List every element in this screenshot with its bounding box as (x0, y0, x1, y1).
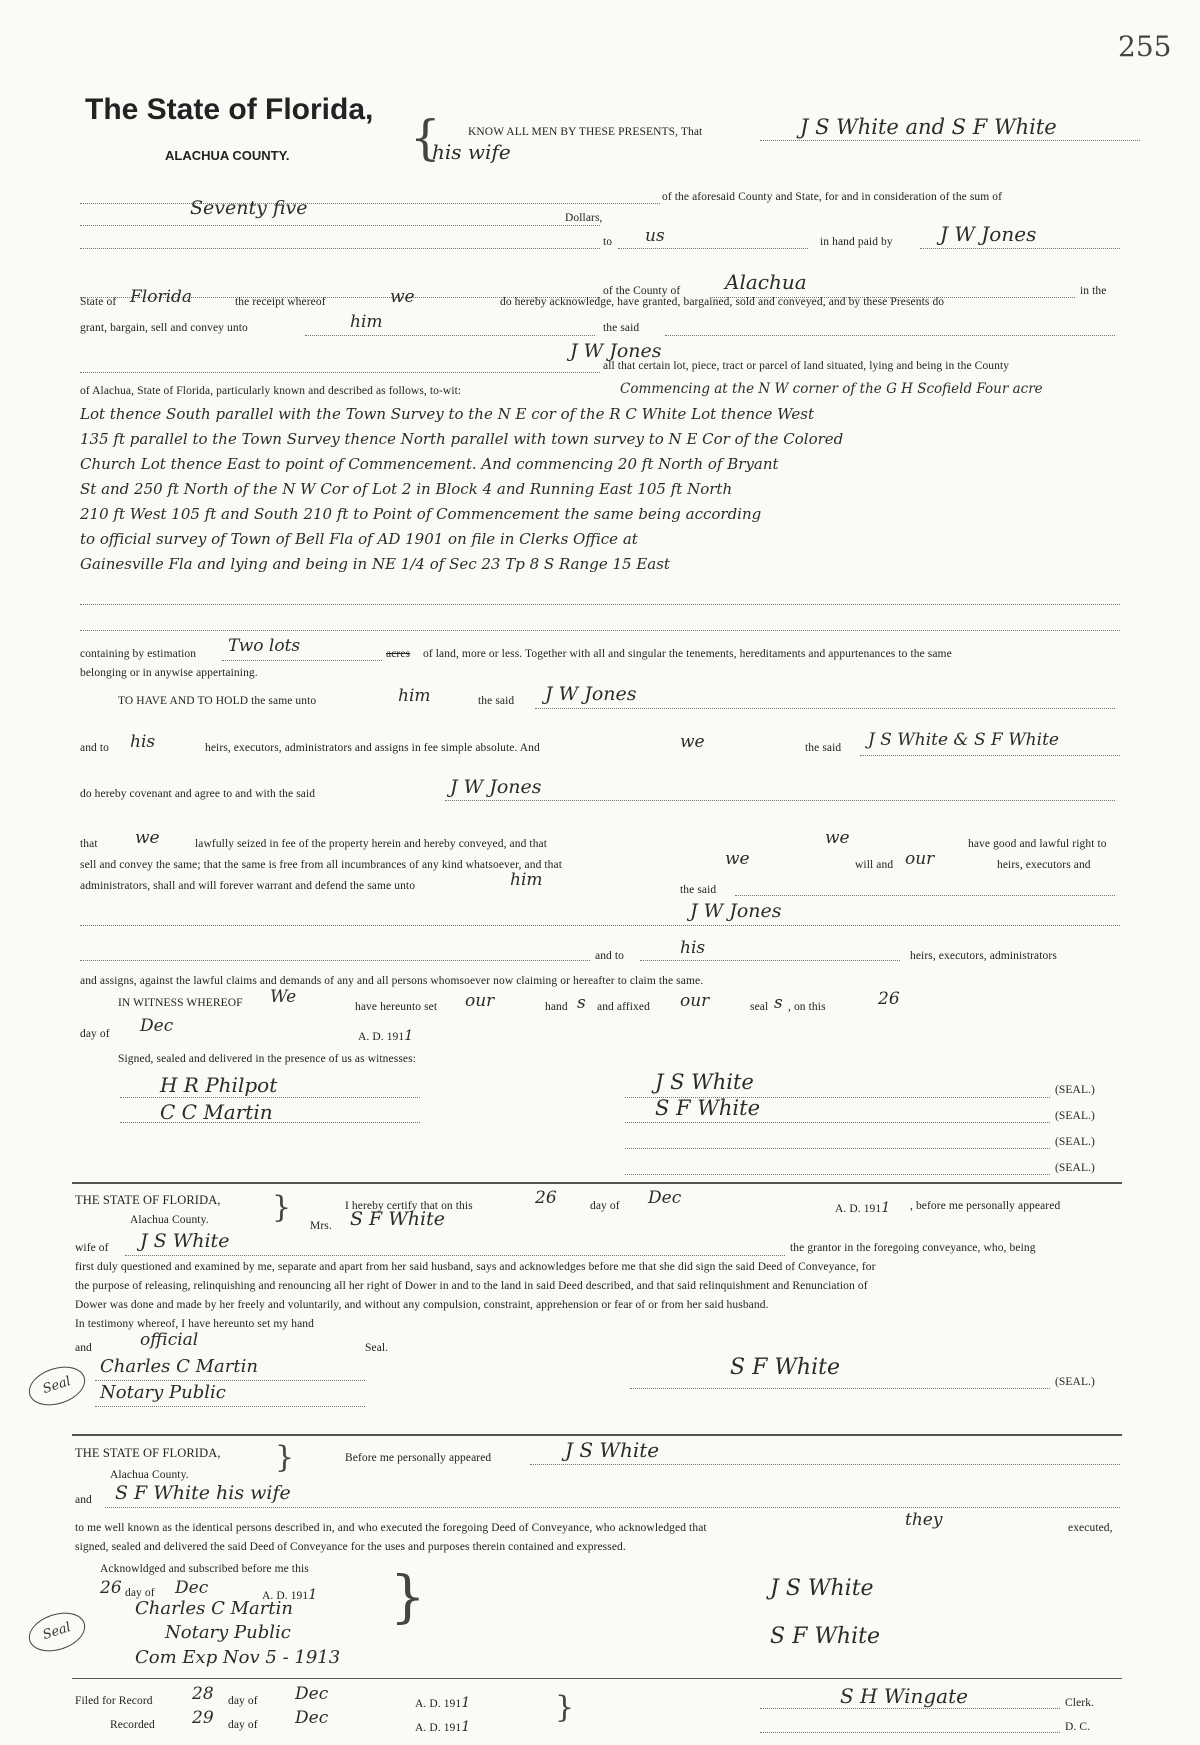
county-value: Alachua (725, 270, 807, 294)
dollars-label: Dollars, (565, 212, 603, 224)
ack1-ad (835, 1200, 890, 1216)
ack1-mrs: Mrs. (310, 1220, 332, 1232)
ack1-body: the purpose of releasing, relinquishing and renouncing all her right of Dower in and to the land in said Deed described, and that said relinquishment and Renunciation of (75, 1280, 868, 1292)
legal-line: Gainesville Fla and lying and being in NE 1/4 of Sec 23 Tp 8 S Range 15 East (80, 555, 670, 573)
page-number: 255 (1118, 30, 1172, 63)
ack1-testimony: In testimony whereof, I have hereunto set my hand (75, 1318, 314, 1330)
ad-label (358, 1028, 413, 1044)
witness-line (120, 1122, 420, 1123)
section-divider (72, 1434, 1122, 1436)
in-the-label: in the (1080, 285, 1107, 297)
county-heading: ALACHUA COUNTY. (165, 148, 290, 163)
state-of-label: State of (80, 296, 117, 308)
clerk-signature: S H Wingate (840, 1684, 968, 1708)
have-set-label: have hereunto set (355, 1001, 438, 1013)
signature-line (625, 1174, 1050, 1175)
blank-line (80, 604, 1120, 605)
ack1-brace: } (272, 1190, 292, 1225)
ack2-day: 26 (100, 1578, 122, 1598)
witness-our: our (465, 991, 495, 1011)
header-brace: { (410, 110, 441, 166)
ack2-brace-2: } (390, 1565, 426, 1630)
grantee-line (535, 708, 1115, 709)
ad-text: A. D. 191 (415, 1698, 462, 1710)
ack2-signed: signed, sealed and delivered the said Deed of Conveyance for the uses and purposes therein contained and expressed. (75, 1541, 626, 1553)
legal-line: 135 ft parallel to the Town Survey thence North parallel with town survey to N E Cor of the Colored (80, 430, 844, 448)
of-alachua-text: of Alachua, State of Florida, particularly known and described as follows, to-wit: (80, 385, 462, 397)
signed-text: Signed, sealed and delivered in the presence of us as witnesses: (118, 1053, 416, 1065)
clerk-label: Clerk. (1065, 1697, 1095, 1709)
blank-line (80, 925, 1120, 926)
recorded-day-of: day of (228, 1719, 258, 1731)
sell-text: sell and convey the same; that the same is free from all incumbrances of any kind whatsoever, and that (80, 859, 563, 871)
to-value: us (645, 226, 665, 246)
heirs-executors-text: heirs, executors, administrators (910, 950, 1057, 962)
ack1-state: THE STATE OF FLORIDA, (75, 1193, 221, 1207)
ack1-and: and (75, 1342, 92, 1354)
ad-year: 1 (881, 1200, 891, 1216)
grantor-signature: J S White (655, 1070, 754, 1094)
paid-by-line (920, 248, 1120, 249)
ack2-appeared: J S White (565, 1438, 660, 1462)
document-title: The State of Florida, (85, 93, 374, 126)
wife-of-line (125, 1255, 785, 1256)
blank-line (80, 248, 600, 249)
grantor-signature: S F White (655, 1096, 760, 1120)
ad-year: 1 (308, 1587, 318, 1603)
to-line (618, 248, 808, 249)
will-our: our (905, 849, 935, 869)
in-witness-label: IN WITNESS WHEREOF (118, 997, 243, 1009)
and-to-label: and to (595, 950, 625, 962)
ack2-they: they (905, 1510, 943, 1530)
acres-label: acres (386, 648, 411, 660)
witness-day: 26 (878, 989, 900, 1009)
notary-line (95, 1406, 365, 1407)
receipt-we: we (390, 287, 415, 307)
clerk-line (760, 1708, 1060, 1709)
and-line (105, 1507, 1120, 1508)
filed-day: 28 (192, 1684, 214, 1704)
witness-we: We (270, 987, 297, 1007)
grantee-line (80, 372, 600, 373)
the-said-label: the said (680, 884, 717, 896)
ad-text: A. D. 191 (835, 1203, 882, 1215)
and-to-his: his (680, 938, 706, 958)
recorded-ad (415, 1719, 470, 1735)
ack1-mrs-name: S F White (350, 1208, 445, 1230)
paid-by-value: J W Jones (940, 222, 1037, 246)
and-we: we (680, 732, 705, 752)
ack2-executed: executed, (1068, 1522, 1113, 1534)
notary-seal-stamp (24, 1360, 90, 1412)
ack2-state: THE STATE OF FLORIDA, (75, 1446, 221, 1460)
ack2-signature: S F White (770, 1624, 880, 1649)
ack2-acknowledged: Acknowldged and subscribed before me this (100, 1563, 309, 1575)
grantee-name: J W Jones (570, 340, 662, 362)
notary-line (95, 1380, 365, 1381)
seal-stamp-text: Seal (40, 1373, 73, 1398)
legal-line: Lot thence South parallel with the Town Survey to the N E cor of the R C White Lot thence West (80, 405, 814, 423)
estimation-value: Two lots (228, 636, 301, 656)
ack1-day-of: day of (590, 1200, 620, 1212)
covenant-line (445, 800, 1115, 801)
section-divider (72, 1678, 1122, 1679)
grantors-line (860, 755, 1120, 756)
the-said-label: the said (603, 322, 640, 334)
signature-line (625, 1097, 1050, 1098)
grantors-name: J S White and S F White (800, 115, 1057, 139)
legal-line: Church Lot thence East to point of Commencement. And commencing 20 ft North of Bryant (80, 455, 779, 473)
seized-text: lawfully seized in fee of the property herein and hereby conveyed, and that (195, 838, 548, 850)
heirs-executors-text: heirs, executors and (997, 859, 1091, 871)
blank-line (80, 203, 660, 204)
witness-month: Dec (140, 1016, 174, 1036)
notary-seal-stamp (24, 1606, 90, 1658)
seal-label: seal (750, 1001, 769, 1013)
hand-plural: s (577, 993, 586, 1013)
amount-line (80, 225, 600, 226)
filed-day-of: day of (228, 1695, 258, 1707)
legal-line: 210 ft West 105 ft and South 210 ft to Point of Commencement the same being according (80, 505, 762, 523)
containing-label: containing by estimation (80, 648, 197, 660)
state-value: Florida (130, 287, 193, 307)
signature-line (630, 1388, 1050, 1389)
to-have-text: TO HAVE AND TO HOLD the same unto (118, 695, 317, 707)
said-line (735, 895, 1115, 896)
ack2-day-of: day of (125, 1587, 155, 1599)
admins-text: administrators, shall and will forever warrant and defend the same unto (80, 880, 416, 892)
day-of-label: day of (80, 1028, 110, 1040)
legal-line: St and 250 ft North of the N W Cor of Lot 2 in Block 4 and Running East 105 ft North (80, 480, 733, 498)
his-wife: his wife (432, 140, 511, 164)
notary-title: Notary Public (100, 1382, 226, 1403)
ack2-signature: J S White (770, 1576, 874, 1601)
ack1-county: Alachua County. (130, 1214, 209, 1226)
ack1-body: Dower was done and made by her freely and voluntarily, and without any compulsion, constraint, apprehension or fear of or from her said husband. (75, 1299, 769, 1311)
seal-mark: (SEAL.) (1055, 1376, 1095, 1388)
ad-year: 1 (404, 1028, 414, 1044)
seal-plural: s (774, 993, 783, 1013)
ack2-before: Before me personally appeared (345, 1452, 492, 1464)
to-label: to (603, 236, 613, 248)
witness-line (120, 1097, 420, 1098)
seized-we: we (825, 828, 850, 848)
belonging-text: belonging or in anywise appertaining. (80, 667, 258, 679)
ad-text: A. D. 191 (262, 1590, 309, 1602)
that-label: that (80, 838, 98, 850)
ack2-month: Dec (175, 1578, 209, 1598)
seal-mark: (SEAL.) (1055, 1084, 1095, 1096)
recorded-month: Dec (295, 1708, 329, 1728)
county-of-label: of the County of (603, 285, 681, 297)
to-have-him: him (398, 686, 431, 706)
section-divider (72, 1182, 1122, 1184)
grant-label: grant, bargain, sell and convey unto (80, 322, 248, 334)
covenant-text: do hereby covenant and agree to and with the said (80, 788, 316, 800)
his-line (640, 960, 900, 961)
will-and-label: will and (855, 859, 894, 871)
ack1-signature: S F White (730, 1355, 840, 1380)
filed-label: Filed for Record (75, 1695, 153, 1707)
signature-line (625, 1148, 1050, 1149)
grant-line (305, 335, 595, 336)
witness-signature: C C Martin (160, 1100, 273, 1124)
the-said-label: the said (478, 695, 515, 707)
ack2-well-known: to me well known as the identical persons described in, and who executed the foregoing Deed of Conveyance, who acknowledged that (75, 1522, 707, 1534)
on-this-label: , on this (788, 1001, 826, 1013)
ad-text: A. D. 191 (358, 1031, 405, 1043)
notary-title: Notary Public (165, 1622, 291, 1643)
amount-words: Seventy five (190, 197, 308, 219)
affixed-label: and affixed (597, 1001, 650, 1013)
sell-we: we (725, 849, 750, 869)
all-that-text: all that certain lot, piece, tract or parcel of land situated, lying and being in the County (603, 360, 1010, 372)
dc-line (760, 1732, 1060, 1733)
filed-ad (415, 1695, 470, 1711)
ack1-wife-of: wife of (75, 1242, 109, 1254)
witness-signature: H R Philpot (160, 1073, 278, 1097)
blank-line (80, 630, 1120, 631)
acknowledge-text: do hereby acknowledge, have granted, bargained, sold and conveyed, and by these Presents do (500, 296, 945, 308)
ack1-body: first duly questioned and examined by me, separate and apart from her said husband, says and acknowledges before me that she did sign the said Deed of Conveyance, for (75, 1261, 876, 1273)
ack1-before-me: , before me personally appeared (910, 1200, 1061, 1212)
seal-stamp-text: Seal (40, 1619, 73, 1644)
covenant-grantee: J W Jones (450, 776, 542, 798)
intro-text: KNOW ALL MEN BY THESE PRESENTS, That (468, 126, 703, 138)
ack1-official: official (140, 1330, 199, 1350)
ad-text: A. D. 191 (415, 1722, 462, 1734)
recorded-label: Recorded (110, 1719, 155, 1731)
covenant-grantors: J S White & S F White (868, 730, 1059, 750)
ack2-brace: } (275, 1440, 295, 1475)
and-to-label: and to (80, 742, 110, 754)
notary-signature: Charles C Martin (100, 1356, 258, 1377)
said-line (665, 335, 1115, 336)
ack1-certify: I hereby certify that on this (345, 1200, 473, 1212)
signature-line (625, 1122, 1050, 1123)
ack2-county: Alachua County. (110, 1469, 189, 1481)
hand-label: hand (545, 1001, 568, 1013)
legal-line: Commencing at the N W corner of the G H Scofield Four acre (620, 381, 1043, 397)
seal-mark: (SEAL.) (1055, 1136, 1095, 1148)
seal-mark: (SEAL.) (1055, 1162, 1095, 1174)
against-text: and assigns, against the lawful claims and demands of any and all persons whomsoever now claiming or hereafter to claim the same. (80, 975, 704, 987)
dc-label: D. C. (1065, 1721, 1091, 1733)
the-said-label: the said (805, 742, 842, 754)
to-have-grantee: J W Jones (545, 683, 637, 705)
ack1-seal: Seal. (365, 1342, 389, 1354)
defend-grantee: J W Jones (690, 900, 782, 922)
good-right-text: have good and lawful right to (968, 838, 1107, 850)
witness-our: our (680, 991, 710, 1011)
blank-line (80, 960, 590, 961)
ack2-and-name: S F White his wife (115, 1482, 291, 1504)
record-brace: } (555, 1690, 575, 1725)
ack1-day: 26 (535, 1188, 557, 1208)
appeared-line (530, 1464, 1120, 1465)
recorded-day: 29 (192, 1708, 214, 1728)
ack1-grantor: the grantor in the foregoing conveyance, who, being (790, 1242, 1036, 1254)
legal-line: to official survey of Town of Bell Fla of AD 1901 on file in Clerks Office at (80, 530, 638, 548)
of-county-text: of the aforesaid County and State, for and in consideration of the sum of (662, 191, 1003, 203)
estimation-line (222, 660, 382, 661)
of-land-text: of land, more or less. Together with all and singular the tenements, hereditaments and appurtenances to the same (423, 648, 952, 660)
grant-him: him (350, 312, 383, 332)
that-we: we (135, 828, 160, 848)
receipt-label: the receipt whereof (235, 296, 326, 308)
ad-year: 1 (461, 1695, 471, 1711)
notary-signature: Charles C Martin (135, 1598, 293, 1619)
paid-by-label: in hand paid by (820, 236, 893, 248)
ack1-month: Dec (648, 1188, 682, 1208)
seal-mark: (SEAL.) (1055, 1110, 1095, 1122)
ack1-husband: J S White (140, 1230, 230, 1252)
ad-year: 1 (461, 1719, 471, 1735)
notary-commission: Com Exp Nov 5 - 1913 (135, 1647, 341, 1668)
filed-month: Dec (295, 1684, 329, 1704)
grantors-line (760, 140, 1140, 141)
and-to-his: his (130, 732, 156, 752)
heirs-text: heirs, executors, administrators and assigns in fee simple absolute. And (205, 742, 540, 754)
admins-him: him (510, 870, 543, 890)
ack2-and: and (75, 1494, 92, 1506)
